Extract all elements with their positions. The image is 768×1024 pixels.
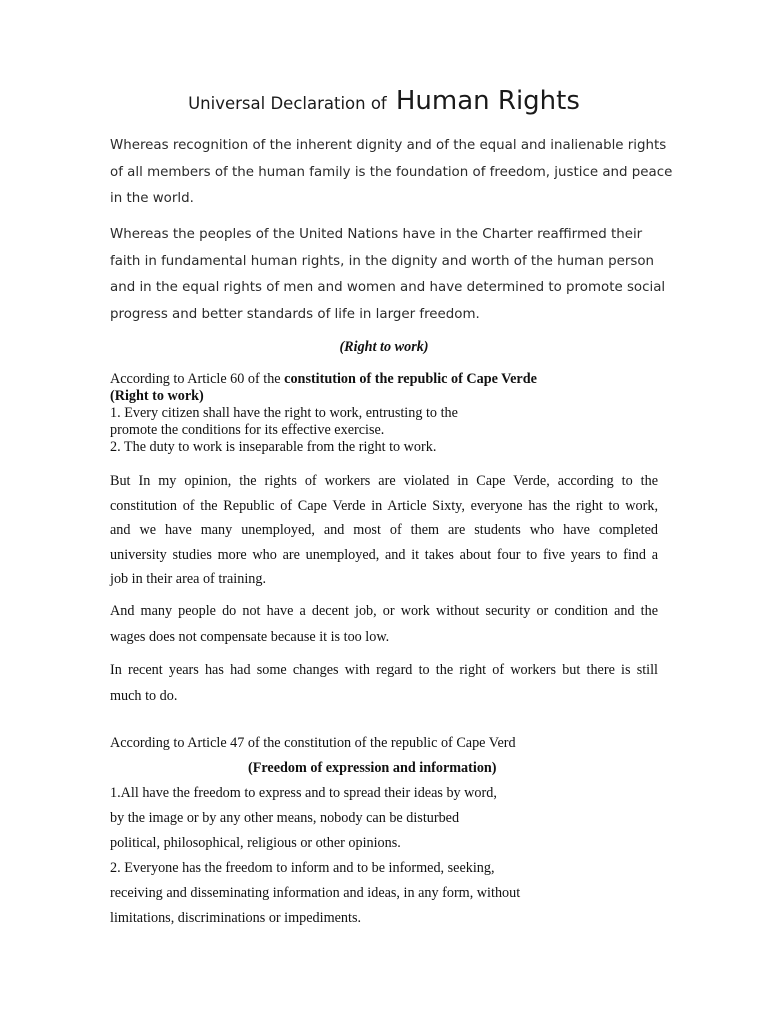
article-60-subheading: (Right to work)	[110, 388, 204, 404]
article-60-line: 1. Every citizen shall have the right to work, entrusting to the	[110, 405, 458, 421]
text-line: In recent years has had some changes with regard to the right of workers but there is still	[110, 662, 658, 678]
text-line: and we have many unemployed, and most of them are students who have completed	[110, 522, 658, 539]
article-60-line: 2. The duty to work is inseparable from the right to work.	[110, 439, 437, 455]
text-line: faith in fundamental human rights, in the dignity and worth of the human person	[110, 253, 655, 269]
text-line: much to do.	[110, 687, 178, 704]
article-60-intro-text: According to Article 60 of the	[110, 371, 285, 387]
article-60-intro-bold: constitution of the republic of Cape Verde	[284, 371, 537, 387]
article-47-intro: According to Article 47 of the constitution of the republic of Cape Verd	[110, 735, 516, 751]
text-line: Whereas recognition of the inherent dignity and of the equal and inalienable rights	[110, 138, 667, 153]
text-line: wages does not compensate because it is too low.	[110, 628, 390, 645]
article-60-block	[110, 371, 658, 456]
article-47-line: 2. Everyone has the freedom to inform and to be informed, seeking,	[110, 860, 495, 876]
article-60-line: promote the conditions for its effective exercise.	[110, 422, 385, 438]
text-line: in the world.	[110, 191, 194, 206]
text-line: And many people do not have a decent job, or work without security or condition and the	[110, 603, 658, 619]
section-heading: (Right to work)	[339, 339, 429, 355]
article-47-line: limitations, discriminations or impediments.	[110, 910, 362, 926]
title-main: Human Rights	[395, 86, 580, 116]
article-47-line: receiving and disseminating information and ideas, in any form, without	[110, 885, 521, 901]
text-line: progress and better standards of life in larger freedom.	[110, 306, 480, 322]
text-line: Whereas the peoples of the United Nations have in the Charter reaffirmed their	[110, 227, 643, 242]
text-line: job in their area of training.	[110, 571, 267, 588]
text-line: university studies more who are unemployed, and it takes about four to five years to find a	[110, 546, 658, 563]
article-47-heading: (Freedom of expression and information)	[248, 760, 497, 776]
text-line: and in the equal rights of men and women and have determined to promote social	[110, 280, 666, 295]
article-47-line: by the image or by any other means, nobody can be disturbed	[110, 810, 460, 826]
right-to-work-heading-block	[110, 338, 658, 356]
preamble-paragraph-2	[110, 222, 670, 328]
opinion-paragraph-1	[110, 469, 658, 592]
preamble-paragraph-1	[110, 133, 673, 213]
article-47-block	[110, 731, 658, 931]
text-line: of all members of the human family is the foundation of freedom, justice and peace	[110, 164, 673, 180]
opinion-paragraph-3	[110, 658, 658, 709]
document-title	[0, 86, 768, 116]
text-line: But In my opinion, the rights of workers are violated in Cape Verde, according to the	[110, 473, 658, 489]
title-prefix: Universal Declaration of	[188, 94, 387, 113]
article-47-line: political, philosophical, religious or other opinions.	[110, 835, 401, 851]
article-60-intro	[110, 371, 658, 388]
article-47-line: 1.All have the freedom to express and to spread their ideas by word,	[110, 785, 497, 801]
opinion-paragraph-2	[110, 599, 658, 650]
text-line: constitution of the Republic of Cape Verde in Article Sixty, everyone has the right to work,	[110, 497, 658, 514]
